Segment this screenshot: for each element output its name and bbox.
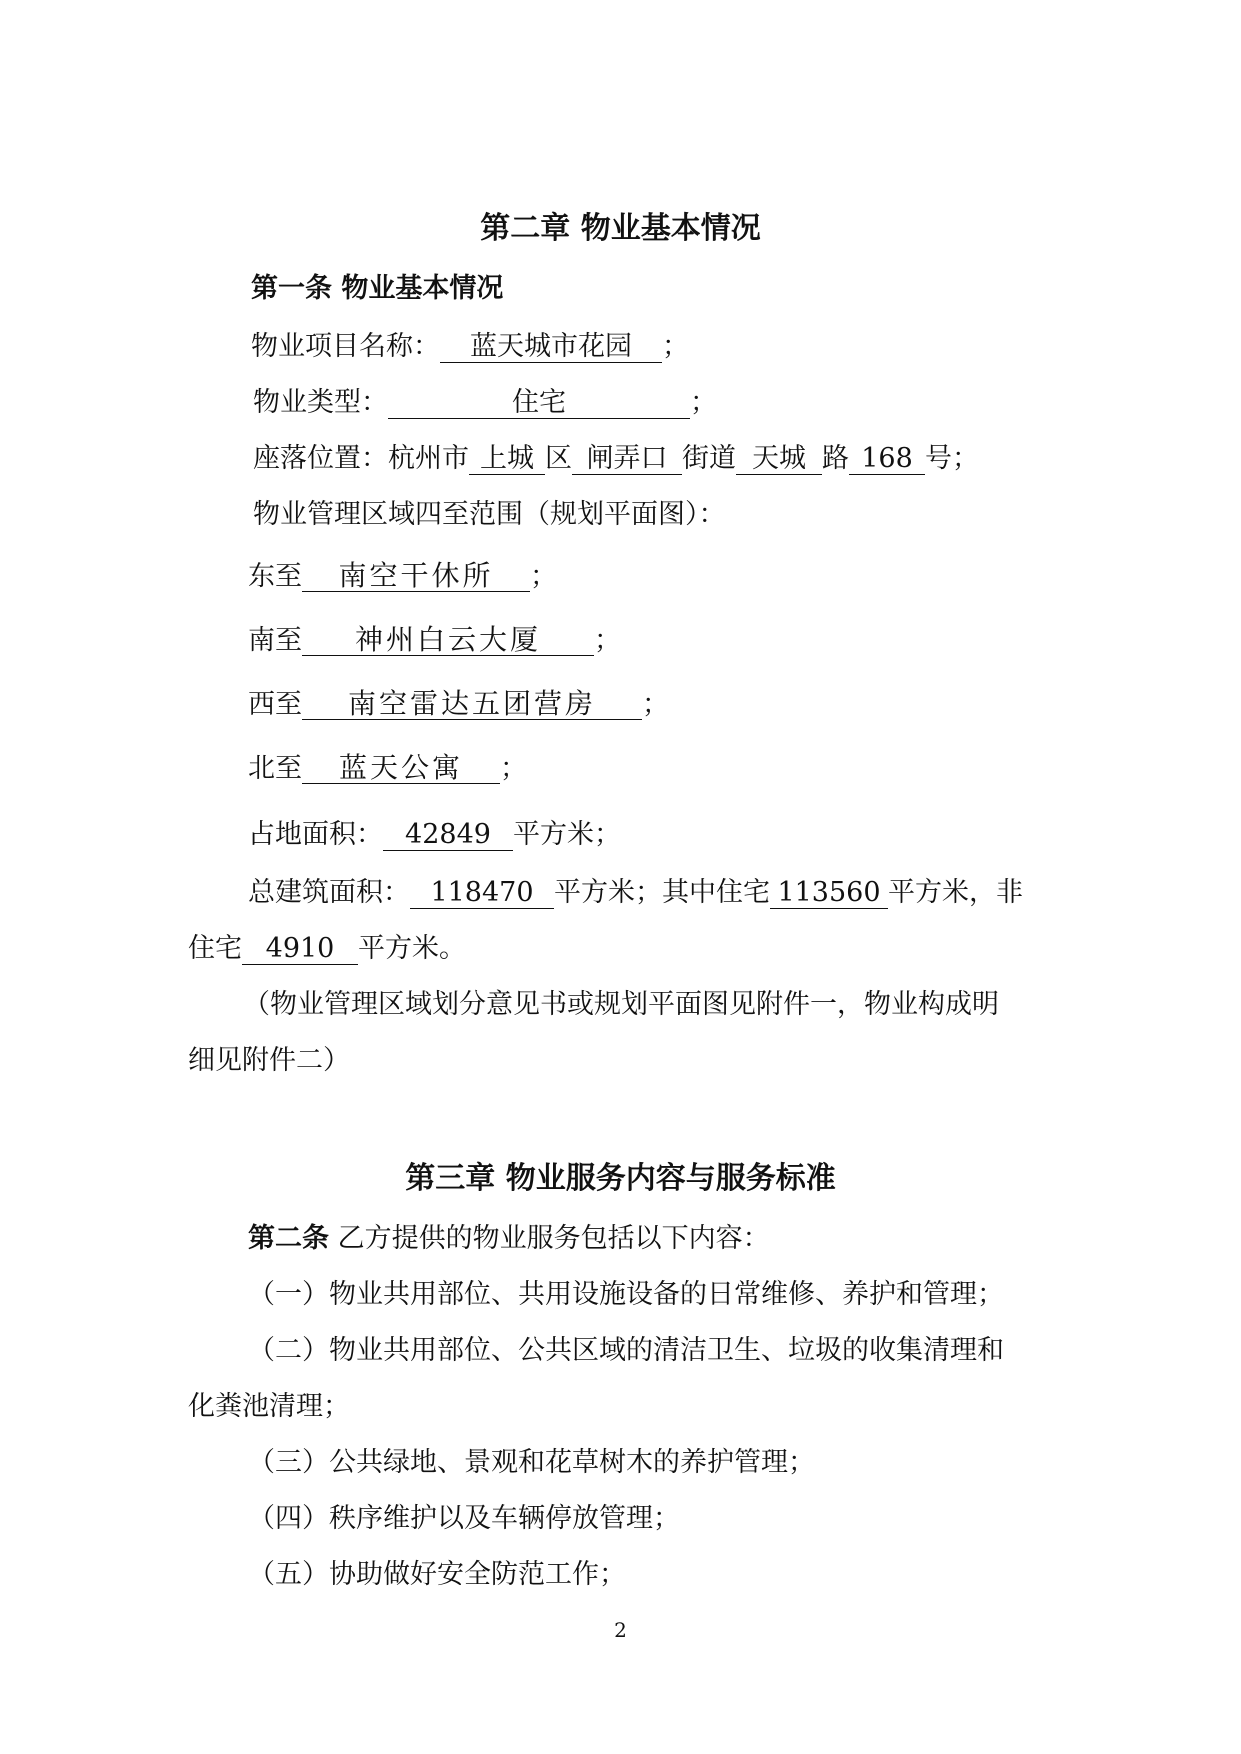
list-item: （二）物业共用部位、公共区域的清洁卫生、垃圾的收集清理和 (248, 1335, 1004, 1366)
property-type-line (253, 386, 717, 420)
south-boundary-line (248, 624, 621, 658)
location-label: 座落位置：杭州市 (253, 443, 469, 474)
project-name-label: 物业项目名称： (251, 331, 440, 362)
number-suffix: 号； (925, 443, 979, 474)
article-1-heading: 第一条 物业基本情况 (251, 273, 504, 304)
note-line-1: （物业管理区域划分意见书或规划平面图见附件一，物业构成明 (243, 989, 999, 1020)
number-value: 168 (849, 444, 925, 475)
total-area-label: 总建筑面积： (248, 877, 410, 908)
semicolon: ； (530, 561, 557, 592)
street-value: 闸弄口 (572, 444, 682, 475)
nonres-area-value: 4910 (242, 934, 358, 965)
note-line-2: 细见附件二） (188, 1045, 350, 1076)
list-item: （三）公共绿地、景观和花草树木的养护管理； (248, 1447, 815, 1478)
land-area-unit: 平方米 (513, 819, 594, 850)
chapter-2-title: 第二章 物业基本情况 (480, 211, 761, 246)
east-boundary-line (248, 560, 557, 594)
west-boundary-line (248, 688, 669, 722)
south-label: 南至 (248, 625, 302, 656)
north-boundary-line (248, 752, 527, 786)
article-2-intro-line (248, 1222, 770, 1256)
residential-mid: 平方米；其中住宅 (554, 877, 770, 908)
location-line (253, 442, 979, 476)
road-value: 天城 (736, 444, 822, 475)
semicolon: ； (662, 331, 689, 362)
property-type-value: 住宅 (388, 388, 690, 419)
north-value: 蓝天公寓 (302, 753, 500, 784)
project-name-value: 蓝天城市花园 (440, 332, 662, 363)
project-name-line (251, 330, 689, 364)
boundary-label: 物业管理区域四至范围（规划平面图）： (253, 499, 726, 530)
road-suffix: 路 (822, 443, 849, 474)
semicolon: ； (594, 625, 621, 656)
total-area-line (248, 876, 1023, 910)
land-area-line (248, 818, 621, 852)
north-label: 北至 (248, 753, 302, 784)
land-area-value: 42849 (383, 820, 513, 851)
land-area-label: 占地面积： (248, 819, 383, 850)
semicolon: ； (594, 819, 621, 850)
street-suffix: 街道 (682, 443, 736, 474)
list-item: （四）秩序维护以及车辆停放管理； (248, 1503, 680, 1534)
nonresidential-line (188, 932, 466, 966)
east-value: 南空干休所 (302, 561, 530, 592)
list-item: （五）协助做好安全防范工作； (248, 1559, 626, 1590)
west-label: 西至 (248, 689, 302, 720)
semicolon: ； (690, 387, 717, 418)
page-number: 2 (614, 1618, 627, 1642)
south-value: 神州白云大厦 (302, 625, 594, 656)
article-2-heading: 第二条 (248, 1223, 329, 1254)
nonres-end: 平方米。 (358, 933, 466, 964)
district-suffix: 区 (545, 443, 572, 474)
semicolon: ； (642, 689, 669, 720)
nonres-mid: 平方米，非 (888, 877, 1023, 908)
district-value: 上城 (469, 444, 545, 475)
east-label: 东至 (248, 561, 302, 592)
list-item: （一）物业共用部位、共用设施设备的日常维修、养护和管理； (248, 1279, 1004, 1310)
article-2-intro: 乙方提供的物业服务包括以下内容： (337, 1223, 770, 1254)
nonres-label: 住宅 (188, 933, 242, 964)
residential-area-value: 113560 (770, 878, 888, 909)
semicolon: ； (500, 753, 527, 784)
total-area-value: 118470 (410, 878, 554, 909)
property-type-label: 物业类型： (253, 387, 388, 418)
chapter-3-title: 第三章 物业服务内容与服务标准 (405, 1161, 836, 1196)
west-value: 南空雷达五团营房 (302, 689, 642, 720)
list-item-continuation: 化粪池清理； (188, 1391, 350, 1422)
